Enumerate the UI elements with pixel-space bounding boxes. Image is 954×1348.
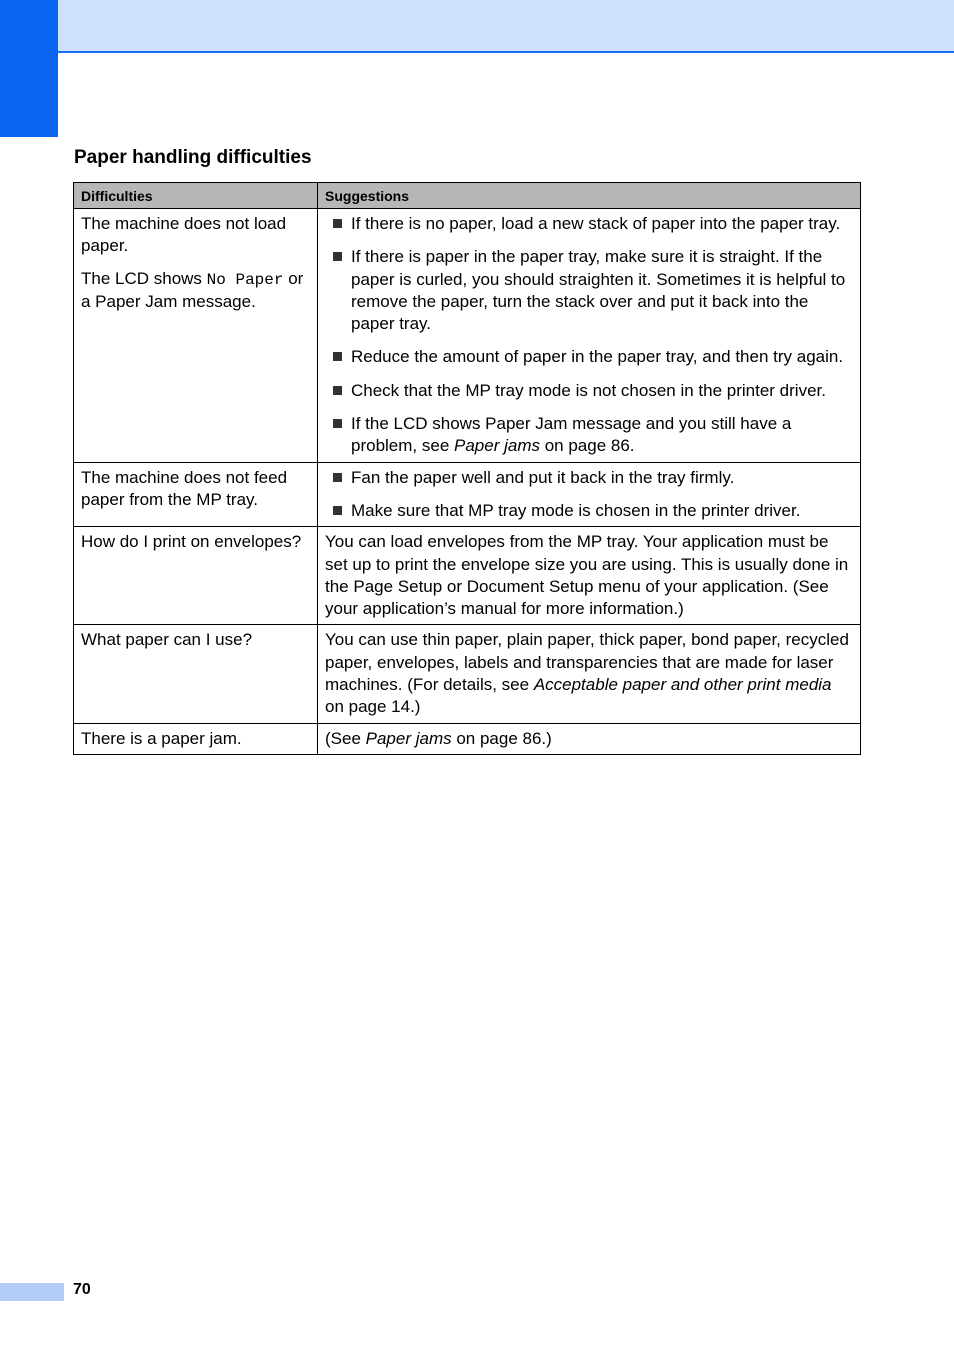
cross-reference-link[interactable]: Acceptable paper and other print media: [533, 675, 832, 695]
cross-reference-link[interactable]: Paper jams: [365, 728, 452, 748]
square-bullet-icon: [333, 352, 342, 361]
list-item: Reduce the amount of paper in the paper tray, and then try again.: [333, 346, 854, 368]
cross-reference-link[interactable]: Paper jams: [454, 436, 540, 456]
table-row: [74, 723, 861, 754]
suggestion-cell: You can load envelopes from the MP tray. Your application must be set up to print the envelope size you are using. This is usually done in the Page Setup or Document Setup menu of your application. (See your application’s manual for more information.): [318, 527, 861, 625]
suggestion-cell: [318, 462, 861, 527]
difficulty-text: The machine does not load paper.: [81, 214, 287, 256]
square-bullet-icon: [333, 506, 342, 515]
table-row: [74, 527, 861, 625]
difficulty-cell: The machine does not feed paper from the MP tray.: [74, 462, 318, 527]
column-header-difficulties: Difficulties: [74, 183, 318, 209]
suggestion-cell: (See Paper jams on page 86.): [318, 723, 861, 754]
table-row: [74, 462, 861, 527]
chapter-tab: [0, 0, 58, 137]
list-item: If the LCD shows Paper Jam message and you still have a problem, see Paper jams on page 86.: [333, 413, 854, 458]
page-number-marker: [0, 1283, 64, 1301]
table-row: [74, 625, 861, 723]
section-title: Paper handling difficulties: [74, 147, 312, 168]
difficulty-cell: There is a paper jam.: [74, 723, 318, 754]
square-bullet-icon: [333, 252, 342, 261]
difficulty-text: The LCD shows No Paper or a Paper Jam message.: [81, 268, 304, 311]
square-bullet-icon: [333, 473, 342, 482]
square-bullet-icon: [333, 386, 342, 395]
column-header-suggestions: Suggestions: [318, 183, 861, 209]
table-header-row: [74, 183, 861, 209]
page-number: 70: [73, 1281, 91, 1298]
list-item: Check that the MP tray mode is not chosen in the printer driver.: [333, 380, 854, 402]
difficulty-cell: What paper can I use?: [74, 625, 318, 723]
difficulty-cell: [74, 209, 318, 463]
header-band: [0, 0, 954, 53]
suggestion-cell: [318, 209, 861, 463]
list-item: If there is paper in the paper tray, make sure it is straight. If the paper is curled, you should straighten it. Sometimes it is helpful to remove the paper, turn the stack over and put it back into the paper tray.: [333, 246, 854, 335]
list-item: Fan the paper well and put it back in the tray firmly.: [333, 467, 854, 489]
square-bullet-icon: [333, 419, 342, 428]
lcd-message: No Paper: [206, 270, 284, 289]
difficulty-cell: How do I print on envelopes?: [74, 527, 318, 625]
troubleshooting-table: [73, 182, 861, 755]
list-item: Make sure that MP tray mode is chosen in the printer driver.: [333, 500, 854, 522]
table-row: [74, 209, 861, 463]
suggestion-cell: You can use thin paper, plain paper, thick paper, bond paper, recycled paper, envelopes, labels and transparencies that are made for laser machines. (For details, see Acceptable paper and other print media on page 14.): [318, 625, 861, 723]
square-bullet-icon: [333, 219, 342, 228]
list-item: If there is no paper, load a new stack of paper into the paper tray.: [333, 213, 854, 235]
